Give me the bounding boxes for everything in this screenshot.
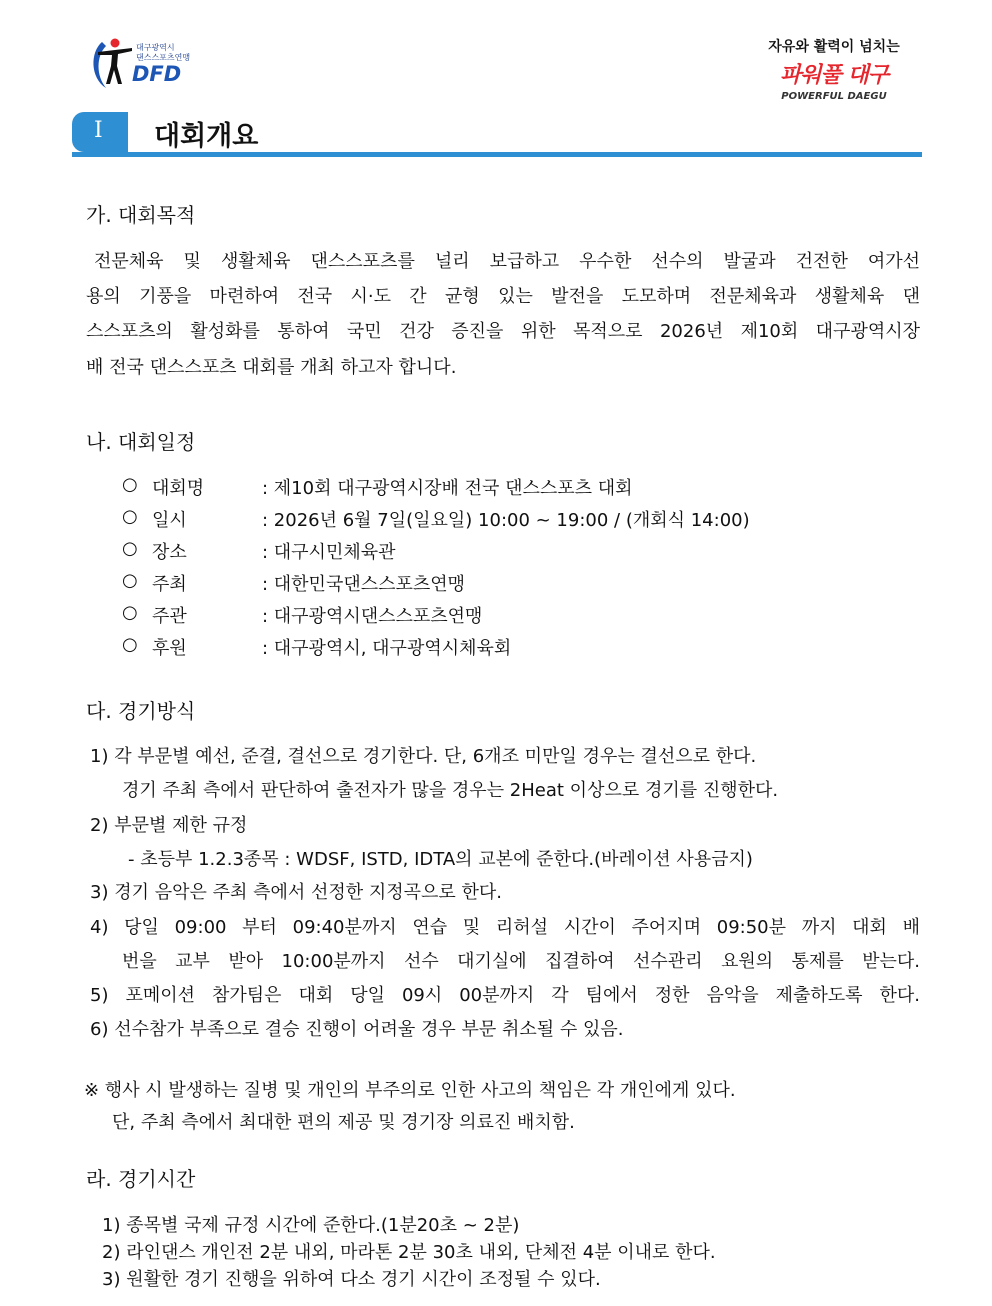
method-line: 4) 당일 09:00 부터 09:40분까지 연습 및 리허설 시간이 주어지며 09:50분 까지 대회 배 <box>90 917 920 938</box>
schedule-value: : 대구광역시, 대구광역시체육회 <box>262 638 512 659</box>
section-heading-purpose: 가. 대회목적 <box>86 203 196 227</box>
method-line: - 초등부 1.2.3종목 : WDSF, ISTD, IDTA의 교본에 준한다.(바레이션 사용금지) <box>128 849 753 870</box>
method-line: 번을 교부 받아 10:00분까지 선수 대기실에 집결하여 선수관리 요원의 통제를 받는다. <box>122 951 920 972</box>
schedule-value: : 2026년 6월 7일(일요일) 10:00 ~ 19:00 / (개회식 14:00) <box>262 510 750 531</box>
circle-bullet-icon: ○ <box>122 634 138 655</box>
schedule-value: : 대구광역시댄스스포츠연맹 <box>262 606 483 627</box>
chapter-title-bar <box>72 110 924 158</box>
purpose-line: 배 전국 댄스스포츠 대회를 개최 하고자 합니다. <box>86 357 457 378</box>
purpose-line: 용의 기풍을 마련하여 전국 시·도 간 균형 있는 발전을 도모하며 전문체육과 생활체육 댄 <box>86 286 920 307</box>
federation-name-line2: 댄스스포츠연맹 <box>136 53 191 62</box>
federation-logo <box>88 34 218 94</box>
city-brand: 파워풀 대구 <box>780 63 888 88</box>
section-heading-schedule: 나. 대회일정 <box>86 430 196 454</box>
method-line: 5) 포메이션 참가팀은 대회 당일 09시 00분까지 각 팀에서 정한 음악을 제출하도록 한다. <box>90 985 920 1006</box>
note-line: ※ 행사 시 발생하는 질병 및 개인의 부주의로 인한 사고의 책임은 각 개인에게 있다. <box>84 1080 736 1101</box>
time-line: 1) 종목별 국제 규정 시간에 준한다.(1분20초 ~ 2분) <box>102 1215 520 1236</box>
circle-bullet-icon: ○ <box>122 602 138 623</box>
method-line: 6) 선수참가 부족으로 결승 진행이 어려울 경우 부문 취소될 수 있음. <box>90 1019 624 1040</box>
schedule-label: 일시 <box>152 510 187 531</box>
section-heading-time: 라. 경기시간 <box>86 1167 196 1191</box>
circle-bullet-icon: ○ <box>122 474 138 495</box>
time-line: 3) 원활한 경기 진행을 위하여 다소 경기 시간이 조정될 수 있다. <box>102 1269 601 1290</box>
schedule-label: 주관 <box>152 606 187 627</box>
method-line: 경기 주최 측에서 판단하여 출전자가 많을 경우는 2Heat 이상으로 경기를 진행한다. <box>122 780 779 801</box>
method-line: 1) 각 부문별 예선, 준결, 결선으로 경기한다. 단, 6개조 미만일 경우는 결선으로 한다. <box>90 746 757 767</box>
city-slogan: 자유와 활력이 넘치는 <box>768 39 900 55</box>
schedule-label: 후원 <box>152 638 187 659</box>
title-underline <box>72 152 922 157</box>
circle-bullet-icon: ○ <box>122 538 138 559</box>
method-line: 2) 부문별 제한 규정 <box>90 815 248 836</box>
federation-name-line1: 대구광역시 <box>136 43 175 52</box>
chapter-title: 대회개요 <box>154 121 259 152</box>
circle-bullet-icon: ○ <box>122 506 138 527</box>
schedule-label: 주최 <box>152 574 187 595</box>
note-line: 단, 주최 측에서 최대한 편의 제공 및 경기장 의료진 배치함. <box>112 1112 575 1133</box>
schedule-label: 대회명 <box>152 478 205 499</box>
method-line: 3) 경기 음악은 주최 측에서 선정한 지정곡으로 한다. <box>90 882 503 903</box>
section-heading-method: 다. 경기방식 <box>86 699 196 723</box>
city-brand-en: POWERFUL DAEGU <box>781 91 887 102</box>
schedule-label: 장소 <box>152 542 187 563</box>
chapter-number: Ⅰ <box>72 112 128 152</box>
city-logo <box>764 36 904 102</box>
time-line: 2) 라인댄스 개인전 2분 내외, 마라톤 2분 30초 내외, 단체전 4분 이내로 한다. <box>102 1242 716 1263</box>
federation-mark: DFD <box>132 62 182 86</box>
schedule-value: : 제10회 대구광역시장배 전국 댄스스포츠 대회 <box>262 478 633 499</box>
circle-bullet-icon: ○ <box>122 570 138 591</box>
purpose-line: 스스포츠의 활성화를 통하여 국민 건강 증진을 위한 목적으로 2026년 제10회 대구광역시장 <box>86 321 920 342</box>
purpose-line: 전문체육 및 생활체육 댄스스포츠를 널리 보급하고 우수한 선수의 발굴과 건전한 여가선 <box>94 251 920 272</box>
dancer-icon <box>88 34 136 94</box>
schedule-value: : 대한민국댄스스포츠연맹 <box>262 574 466 595</box>
schedule-value: : 대구시민체육관 <box>262 542 396 563</box>
